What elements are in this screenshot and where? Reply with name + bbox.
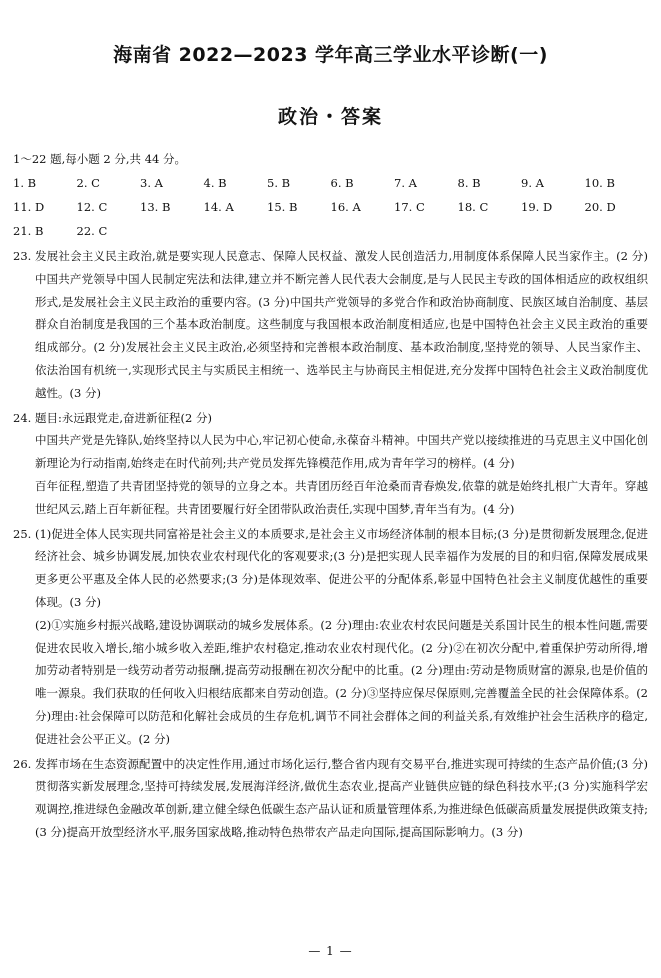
choice-intro: 1～22 题,每小题 2 分,共 44 分。 — [13, 152, 186, 166]
answer-cell: 14. A — [203, 200, 234, 214]
answer-cell: 8. B — [457, 176, 481, 190]
answer-cell: 7. A — [394, 176, 417, 190]
answer-cell: 12. C — [76, 200, 108, 214]
answer-cell: 20. D — [584, 200, 616, 214]
answer-cell: 3. A — [140, 176, 163, 190]
answer-cell: 17. C — [394, 200, 425, 214]
question-26 — [13, 753, 648, 844]
answer-paragraph: 发挥市场在生态资源配置中的决定性作用,通过市场化运行,整合省内现有交易平台,推进实现可持续的生态产品价值;(3 分)贯彻落实新发展理念,坚持可持续发展,发展海洋经济,做优生态农业,提高产业链供应链的绿色科技水平;(3 分)实施科学宏观调控,推进绿色金融改革创新,建立健全绿色低碳生态产品认证和质量管理体系,为推进绿色低碳高质量发展提供政策支持;(3 分)提高开放型经济水平,服务国家战略,推动特色热带农产品走向国际,提高国际影响力。(3 分) — [35, 756, 648, 839]
answer-paragraph: 发展社会主义民主政治,就是要实现人民意志、保障人民权益、激发人民创造活力,用制度体系保障人民当家作主。(2 分)中国共产党领导中国人民制定宪法和法律,建立并不断完善人民代表大会制度,是与人民民主专政的国体相适应的政权组织形式,是发展社会主义民主政治的重要内容。(3 分)中国共产党领导的多党合作和政治协商制度、民族区域自治制度、基层群众自治制度是我国的三个基本政治制度。这些制度与我国根本政治制度相适应,也是中国特色社会主义民主政治的重要组成部分。(2 分)发展社会主义民主政治,必须坚持和完善根本政治制度、基本政治制度,坚持党的领导、人民当家作主、依法治国有机统一,实现形式民主与实质民主相统一、选举民主与协商民主相促进,充分发挥中国特色社会主义政治制度优越性。(3 分) — [35, 249, 648, 400]
question-number: 23. — [13, 249, 32, 263]
question-23 — [13, 245, 648, 405]
answer-cell: 18. C — [457, 200, 489, 214]
answer-cell: 10. B — [584, 176, 615, 190]
question-number: 26. — [13, 756, 32, 771]
answer-cell: 13. B — [140, 200, 171, 214]
answer-cell: 2. C — [76, 176, 100, 190]
question-number: 25. — [13, 526, 32, 541]
question-number: 24. — [13, 410, 32, 425]
answer-paragraph: 百年征程,塑造了共青团坚持党的领导的立身之本。共青团历经百年沧桑而青春焕发,依靠的就是始终扎根广大青年。穿越世纪风云,踏上百年新征程。共青团要履行好全团带队政治责任,实现中国梦,青年当有为。(4 分) — [35, 478, 648, 516]
answer-cell: 15. B — [267, 200, 298, 214]
answer-body — [13, 147, 648, 844]
question-24 — [13, 407, 648, 521]
answer-cell: 16. A — [330, 200, 361, 214]
answer-cell: 19. D — [521, 200, 553, 214]
page-title: 海南省 2022—2023 学年高三学业水平诊断(一) — [113, 44, 548, 66]
answer-cell: 11. D — [13, 200, 45, 214]
page-subtitle: 政治・答案 — [277, 106, 383, 128]
answer-row — [13, 219, 648, 243]
question-25 — [13, 523, 648, 751]
answer-cell: 22. C — [76, 224, 108, 238]
answer-paragraph: (1)促进全体人民实现共同富裕是社会主义的本质要求,是社会主义市场经济体制的根本目标;(3 分)是贯彻新发展理念,促进经济社会、城乡协调发展,加快农业农村现代化的客观要求;(3 分)是把实现人民幸福作为发展的目的和归宿,保障发展成果更多更公平惠及全体人民的必然要求;(3 分)是体现效率、促进公平的分配体系,彰显中国特色社会主义制度优越性的重要体现。(3 分) — [35, 526, 648, 609]
choice-answers — [13, 171, 648, 243]
answer-paragraph: (2)①实施乡村振兴战略,建设协调联动的城乡发展体系。(2 分)理由:农业农村农民问题是关系国计民生的根本性问题,需要促进农民收入增长,缩小城乡收入差距,维护农村稳定,推动农业农村现代化。(2 分)②在初次分配中,着重保护劳动所得,增加劳动者特别是一线劳动者劳动报酬,提高劳动报酬在初次分配中的比重。(2 分)理由:劳动是物质财富的源泉,也是价值的唯一源泉。我们获取的任何收入归根结底都来自劳动创造。(2 分)③坚持应保尽保原则,完善覆盖全民的社会保障体系。(2 分)理由:社会保障可以防范和化解社会成员的生存危机,调节不同社会群体之间的利益关系,有效维护社会生活秩序的稳定,促进社会公平正义。(2 分) — [35, 617, 648, 746]
answer-row — [13, 171, 648, 195]
answer-cell: 21. B — [13, 224, 44, 238]
answer-cell: 5. B — [267, 176, 291, 190]
answer-cell: 9. A — [521, 176, 544, 190]
page-number: — 1 — — [308, 944, 353, 958]
answer-cell: 6. B — [330, 176, 354, 190]
answer-paragraph: 中国共产党是先锋队,始终坚持以人民为中心,牢记初心使命,永葆奋斗精神。中国共产党以接续推进的马克思主义中国化创新理论为行动指南,始终走在时代前列;共产党员发挥先锋模范作用,成为青年学习的榜样。(4 分) — [35, 433, 648, 471]
answer-cell: 1. B — [13, 176, 37, 190]
answer-topic: 题目:永远跟党走,奋进新征程(2 分) — [35, 410, 212, 425]
answer-cell: 4. B — [203, 176, 227, 190]
answer-row — [13, 195, 648, 219]
